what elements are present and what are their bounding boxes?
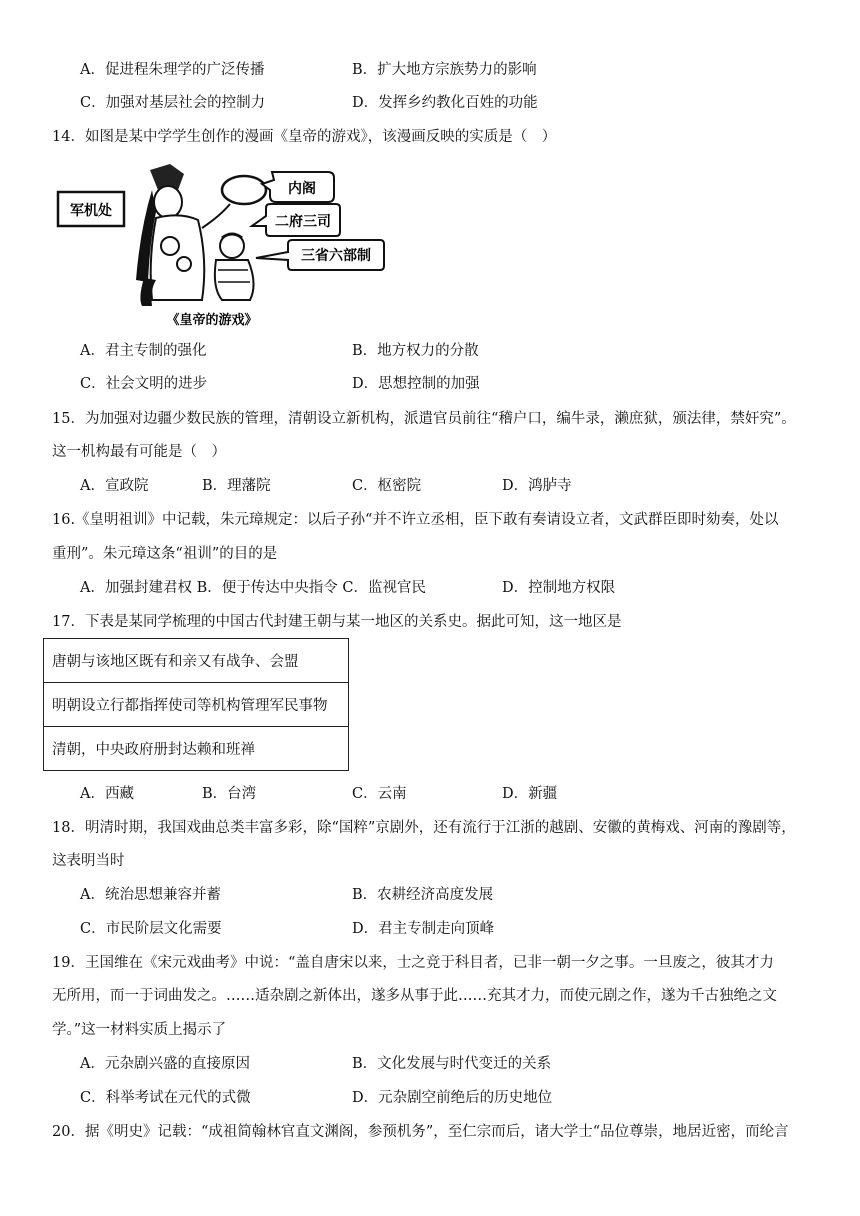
q16-stem-line1: 16.《皇明祖训》中记载，朱元璋规定：以后子孙“并不许立丞相，臣下敢有奏请设立者，文武群臣即时劾奏，处以 [52,512,779,528]
cartoon-caption: 《皇帝的游戏》 [166,313,258,328]
q16-stem-line2: 重刑”。朱元璋这条“祖训”的目的是 [52,546,278,562]
q15-stem-line1: 15．为加强对边疆少数民族的管理，清朝设立新机构，派遣官员前往“稽户口，编牛录，濑庶狱，颁法律，禁奸究”。 [52,411,796,427]
q14-option-d[interactable]: D．思想控制的加强 [352,376,480,392]
q17-option-c[interactable]: C．云南 [352,786,407,802]
q16-option-d[interactable]: D．控制地方权限 [502,580,616,596]
q14-option-c[interactable]: C．社会文明的进步 [80,376,208,392]
q16-options-abc[interactable]: A．加强封建君权 B．便于传达中央指令 C．监视官民 [80,580,426,596]
q17-option-b[interactable]: B．台湾 [202,786,257,802]
q13-option-d[interactable]: D．发挥乡约教化百姓的功能 [352,95,538,111]
q19-stem-line2: 无所用，而一于词曲发之。……适杂剧之新体出，遂多从事于此……充其才力，而使元剧之作，遂为千古独绝之文 [52,988,777,1004]
q18-stem-line2: 这表明当时 [52,853,125,869]
q17-option-d[interactable]: D．新疆 [502,786,558,802]
label-sansheng: 三省六部制 [301,248,371,264]
q17-stem: 17．下表是某同学梳理的中国古代封建王朝与某一地区的关系史。据此可知，这一地区是 [52,614,622,630]
q13-option-c[interactable]: C．加强对基层社会的控制力 [80,95,266,111]
kneeling-official-figure [215,234,254,300]
q15-stem-line2: 这一机构最有可能是（ ） [52,444,226,460]
q14-stem: 14．如图是某中学学生创作的漫画《皇帝的游戏》，该漫画反映的实质是（ ） [52,129,557,145]
q17-history-table [43,638,349,771]
q15-option-b[interactable]: B．理藩院 [202,478,271,494]
q20-stem-line1: 20．据《明史》记载：“成祖简翰林官直文渊阁，参预机务”，至仁宗而后，诸大学士“品位尊崇，地居近密，而纶言 [52,1124,789,1140]
q19-option-b[interactable]: B．文化发展与时代变迁的关系 [352,1056,552,1072]
q15-option-d[interactable]: D．鸿胪寺 [502,478,572,494]
q14-option-a[interactable]: A．君主专制的强化 [80,343,207,359]
q19-option-d[interactable]: D．元杂剧空前绝后的历史地位 [352,1090,553,1106]
label-erfusansi: 二府三司 [275,214,331,230]
q18-option-c[interactable]: C．市民阶层文化需要 [80,921,222,937]
table-row: 唐朝与该地区既有和亲又有战争、会盟 [44,639,349,683]
label-neige: 内阁 [288,181,316,197]
label-junjichu: 军机处 [70,203,112,219]
q19-option-a[interactable]: A．元杂剧兴盛的直接原因 [80,1056,250,1072]
q14-cartoon [52,160,392,332]
emperor-game-cartoon [52,160,392,332]
q15-option-c[interactable]: C．枢密院 [352,478,422,494]
q15-option-a[interactable]: A．宣政院 [80,478,149,494]
q18-stem-line1: 18．明清时期，我国戏曲总类丰富多彩，除“国粹”京剧外，还有流行于江浙的越剧、安徽的黄梅戏、河南的豫剧等， [52,820,796,836]
q17-option-a[interactable]: A．西藏 [80,786,134,802]
q18-option-d[interactable]: D．君主专制走向顶峰 [352,921,495,937]
q13-option-b[interactable]: B．扩大地方宗族势力的影响 [352,62,537,78]
q18-option-a[interactable]: A．统治思想兼容并蓄 [80,887,221,903]
q18-option-b[interactable]: B．农耕经济高度发展 [352,887,494,903]
table-row: 明朝设立行都指挥使司等机构管理军民事物 [44,683,349,727]
q19-option-c[interactable]: C．科举考试在元代的式微 [80,1090,251,1106]
table-row: 清朝，中央政府册封达赖和班禅 [44,727,349,771]
q14-option-b[interactable]: B．地方权力的分散 [352,343,479,359]
q19-stem-line1: 19．王国维在《宋元戏曲考》中说：“盖自唐宋以来，士之竞于科目者，已非一朝一夕之事。一旦废之，彼其才力 [52,955,774,971]
q19-stem-line3: 学。”这一材料实质上揭示了 [52,1022,227,1038]
q13-option-a[interactable]: A．促进程朱理学的广泛传播 [80,62,265,78]
